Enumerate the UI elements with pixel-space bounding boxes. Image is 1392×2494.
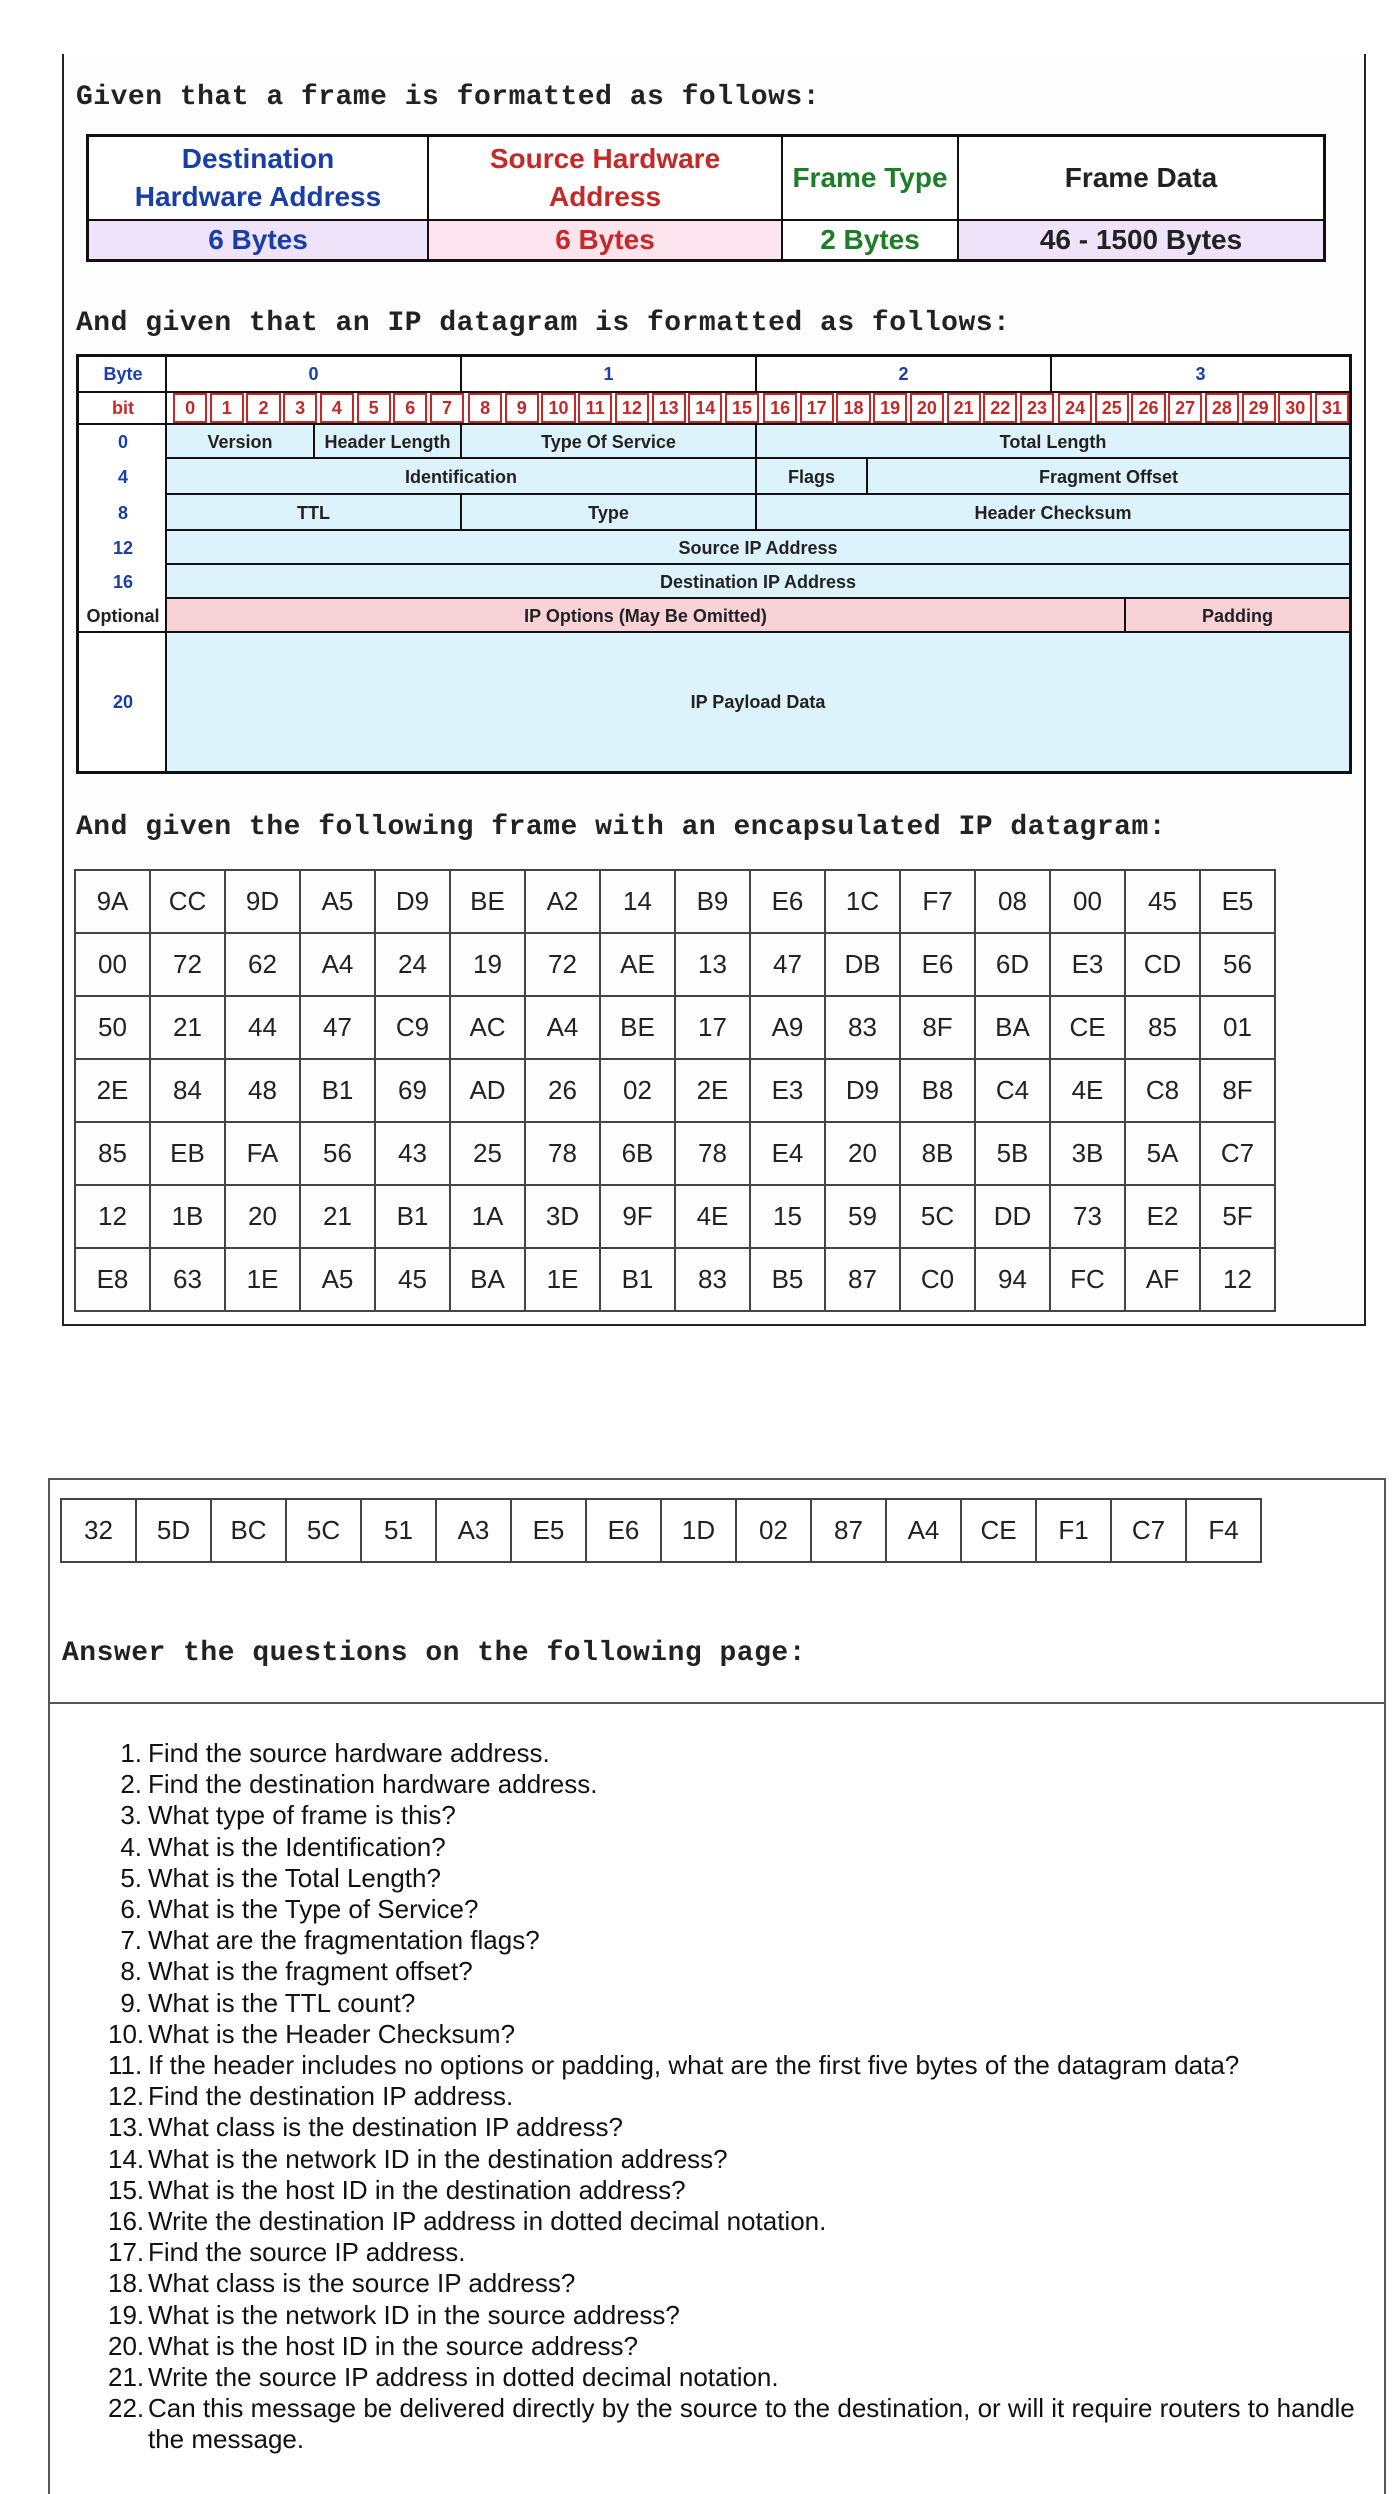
bit-number-14: 14 bbox=[688, 393, 722, 423]
field-header-checksum: Header Checksum bbox=[974, 502, 1132, 523]
question-item bbox=[108, 2331, 1378, 2362]
hex-byte-cell: A4 bbox=[886, 1499, 961, 1562]
hex-row bbox=[75, 1185, 1275, 1248]
question-item bbox=[108, 2393, 1378, 2455]
hex-byte-cell: 63 bbox=[150, 1248, 225, 1311]
hex-byte-cell: B5 bbox=[750, 1248, 825, 1311]
dest-hw-size-cell: 6 Bytes bbox=[89, 221, 429, 259]
question-text: What is the fragment offset? bbox=[148, 1956, 473, 1987]
hex-row bbox=[75, 1248, 1275, 1311]
frame-hex-table bbox=[74, 869, 1276, 1312]
hex-byte-cell: 25 bbox=[450, 1122, 525, 1185]
hex-byte-cell: B1 bbox=[375, 1185, 450, 1248]
hex-byte-cell: 5C bbox=[286, 1499, 361, 1562]
hex-byte-cell: B1 bbox=[600, 1248, 675, 1311]
bit-number-3: 3 bbox=[283, 393, 317, 423]
hex-byte-cell: 1D bbox=[661, 1499, 736, 1562]
hex-byte-cell: 19 bbox=[450, 933, 525, 996]
bit-number-23: 23 bbox=[1020, 393, 1054, 423]
hex-byte-cell: 9F bbox=[600, 1185, 675, 1248]
hex-byte-cell: 24 bbox=[375, 933, 450, 996]
bit-number-24: 24 bbox=[1058, 393, 1092, 423]
field-destination-ip: Destination IP Address bbox=[659, 571, 857, 592]
ip-datagram-format-table bbox=[76, 354, 1352, 774]
hex-byte-cell: BA bbox=[975, 996, 1050, 1059]
hex-byte-cell: F7 bbox=[900, 870, 975, 933]
hex-byte-cell: E2 bbox=[1125, 1185, 1200, 1248]
hex-byte-cell: BE bbox=[600, 996, 675, 1059]
bit-header-label: bit bbox=[112, 397, 134, 418]
hex-byte-cell: 45 bbox=[375, 1248, 450, 1311]
question-text: Find the destination hardware address. bbox=[148, 1769, 598, 1800]
bit-number-8: 8 bbox=[468, 393, 502, 423]
hex-byte-cell: 21 bbox=[150, 996, 225, 1059]
hex-byte-cell: 08 bbox=[975, 870, 1050, 933]
question-item bbox=[108, 1769, 1378, 1800]
bit-number-26: 26 bbox=[1131, 393, 1165, 423]
hex-byte-cell: BE bbox=[450, 870, 525, 933]
bit-number-7: 7 bbox=[430, 393, 464, 423]
question-number: 6. bbox=[120, 1894, 142, 1925]
question-number: 10. bbox=[108, 2018, 145, 2049]
hex-byte-cell: 6B bbox=[600, 1122, 675, 1185]
hex-byte-cell: 12 bbox=[1200, 1248, 1275, 1311]
hex-byte-cell: 00 bbox=[1050, 870, 1125, 933]
src-hw-size-cell: 6 Bytes bbox=[429, 221, 783, 259]
bit-number-10: 10 bbox=[541, 393, 575, 423]
question-list bbox=[108, 1738, 1378, 2456]
question-text: What type of frame is this? bbox=[148, 1800, 456, 1831]
hex-byte-cell: 8F bbox=[1200, 1059, 1275, 1122]
hex-byte-cell: 73 bbox=[1050, 1185, 1125, 1248]
bit-number-12: 12 bbox=[615, 393, 649, 423]
hex-byte-cell: DB bbox=[825, 933, 900, 996]
hex-byte-cell: C4 bbox=[975, 1059, 1050, 1122]
hex-byte-cell: 3D bbox=[525, 1185, 600, 1248]
hex-byte-cell: 1B bbox=[150, 1185, 225, 1248]
bit-number-5: 5 bbox=[357, 393, 391, 423]
question-item bbox=[108, 2112, 1378, 2143]
field-total-length: Total Length bbox=[999, 431, 1107, 452]
hex-row bbox=[75, 933, 1275, 996]
hex-byte-cell: 2E bbox=[675, 1059, 750, 1122]
hex-byte-cell: 72 bbox=[150, 933, 225, 996]
question-number: 7. bbox=[120, 1925, 142, 1956]
question-item bbox=[108, 1863, 1378, 1894]
question-number: 18. bbox=[108, 2268, 145, 2299]
question-number: 8. bbox=[120, 1956, 142, 1987]
hex-byte-cell: 14 bbox=[600, 870, 675, 933]
hex-byte-cell: C7 bbox=[1111, 1499, 1186, 1562]
question-number: 21. bbox=[108, 2362, 145, 2393]
src-hw-address-cell bbox=[429, 137, 783, 221]
frame-type-size-cell: 2 Bytes bbox=[783, 221, 959, 259]
hex-row bbox=[61, 1499, 1261, 1562]
hex-byte-cell: 87 bbox=[811, 1499, 886, 1562]
hex-byte-cell: 83 bbox=[675, 1248, 750, 1311]
question-text: What is the Identification? bbox=[148, 1831, 446, 1862]
hex-byte-cell: 4E bbox=[675, 1185, 750, 1248]
hex-byte-cell: 78 bbox=[525, 1122, 600, 1185]
question-number: 9. bbox=[120, 1987, 142, 2018]
hex-byte-cell: 12 bbox=[75, 1185, 150, 1248]
hex-byte-cell: 85 bbox=[75, 1122, 150, 1185]
question-text: What is the network ID in the source address? bbox=[148, 2299, 680, 2330]
frame-data-heading: And given the following frame with an encapsulated IP datagram: bbox=[76, 812, 1167, 843]
hex-byte-cell: 69 bbox=[375, 1059, 450, 1122]
question-number: 2. bbox=[120, 1769, 142, 1800]
hex-byte-cell: FA bbox=[225, 1122, 300, 1185]
question-item bbox=[108, 1925, 1378, 1956]
hex-byte-cell: A4 bbox=[525, 996, 600, 1059]
hex-byte-cell: AE bbox=[600, 933, 675, 996]
hex-byte-cell: C0 bbox=[900, 1248, 975, 1311]
question-text: If the header includes no options or padding, what are the first five bytes of the datagram data? bbox=[148, 2050, 1240, 2081]
hex-byte-cell: AF bbox=[1125, 1248, 1200, 1311]
field-type-of-service: Type Of Service bbox=[541, 431, 676, 452]
hex-row bbox=[75, 870, 1275, 933]
question-item bbox=[108, 2206, 1378, 2237]
frame-format-heading: Given that a frame is formatted as follows: bbox=[76, 82, 821, 113]
hex-byte-cell: 48 bbox=[225, 1059, 300, 1122]
byte-group-3: 3 bbox=[1195, 363, 1206, 384]
bit-number-27: 27 bbox=[1168, 393, 1202, 423]
hex-byte-cell: E3 bbox=[1050, 933, 1125, 996]
hex-byte-cell: 56 bbox=[300, 1122, 375, 1185]
hex-byte-cell: FC bbox=[1050, 1248, 1125, 1311]
field-ttl: TTL bbox=[297, 502, 330, 523]
hex-byte-cell: 47 bbox=[300, 996, 375, 1059]
question-item bbox=[108, 1738, 1378, 1769]
question-text: Find the source IP address. bbox=[148, 2237, 466, 2268]
frame-hex-continuation-table bbox=[60, 1498, 1262, 1563]
hex-byte-cell: 5A bbox=[1125, 1122, 1200, 1185]
src-hw-address-label: Source Hardware Address bbox=[489, 143, 721, 212]
field-fragment-offset: Fragment Offset bbox=[1038, 466, 1179, 487]
question-number: 4. bbox=[120, 1831, 142, 1862]
row-label-8: 8 bbox=[117, 502, 128, 523]
hex-byte-cell: 8F bbox=[900, 996, 975, 1059]
bit-number-17: 17 bbox=[800, 393, 834, 423]
question-number: 12. bbox=[108, 2081, 145, 2112]
hex-byte-cell: 51 bbox=[361, 1499, 436, 1562]
hex-byte-cell: 21 bbox=[300, 1185, 375, 1248]
hex-byte-cell: A5 bbox=[300, 1248, 375, 1311]
frame-type-label: Frame Type bbox=[792, 162, 948, 194]
hex-byte-cell: A5 bbox=[300, 870, 375, 933]
frame-data-cell bbox=[959, 137, 1323, 221]
bit-number-21: 21 bbox=[947, 393, 981, 423]
hex-byte-cell: 9A bbox=[75, 870, 150, 933]
question-text: What is the network ID in the destination address? bbox=[148, 2143, 728, 2174]
hex-byte-cell: 50 bbox=[75, 996, 150, 1059]
hex-byte-cell: 1E bbox=[525, 1248, 600, 1311]
hex-byte-cell: E6 bbox=[900, 933, 975, 996]
hex-row bbox=[75, 996, 1275, 1059]
hex-byte-cell: CC bbox=[150, 870, 225, 933]
hex-byte-cell: 17 bbox=[675, 996, 750, 1059]
hex-byte-cell: 15 bbox=[750, 1185, 825, 1248]
row-label-16: 16 bbox=[112, 571, 134, 592]
field-identification: Identification bbox=[405, 466, 517, 487]
question-item bbox=[108, 1988, 1378, 2019]
question-number: 13. bbox=[108, 2112, 145, 2143]
frame-data-label: Frame Data bbox=[1064, 162, 1218, 194]
hex-byte-cell: 13 bbox=[675, 933, 750, 996]
question-text: What is the Header Checksum? bbox=[148, 2018, 516, 2049]
question-item bbox=[108, 2019, 1378, 2050]
question-number: 19. bbox=[108, 2299, 145, 2330]
question-text: Write the destination IP address in dotted decimal notation. bbox=[148, 2206, 827, 2237]
question-text: What class is the destination IP address? bbox=[148, 2112, 623, 2143]
question-text: What is the Total Length? bbox=[148, 1862, 441, 1893]
byte-group-1: 1 bbox=[603, 363, 614, 384]
question-text: Can this message be delivered directly by the source to the destination, or will it require routers to handle the message. bbox=[148, 2393, 1355, 2455]
question-text: Find the source hardware address. bbox=[148, 1738, 550, 1768]
hex-byte-cell: B1 bbox=[300, 1059, 375, 1122]
question-number: 20. bbox=[108, 2330, 145, 2361]
question-text: Write the source IP address in dotted decimal notation. bbox=[148, 2362, 779, 2393]
hex-byte-cell: F4 bbox=[1186, 1499, 1261, 1562]
dest-hw-address-label: Destination Hardware Address bbox=[134, 143, 382, 212]
question-number: 1. bbox=[120, 1738, 142, 1768]
row-label-12: 12 bbox=[112, 537, 134, 558]
byte-group-2: 2 bbox=[898, 363, 909, 384]
hex-byte-cell: CE bbox=[1050, 996, 1125, 1059]
hex-byte-cell: B8 bbox=[900, 1059, 975, 1122]
hex-byte-cell: 9D bbox=[225, 870, 300, 933]
hex-byte-cell: D9 bbox=[375, 870, 450, 933]
hex-byte-cell: 5F bbox=[1200, 1185, 1275, 1248]
section-divider bbox=[50, 1702, 1384, 1704]
question-text: What is the Type of Service? bbox=[148, 1894, 479, 1925]
question-text: What is the host ID in the destination address? bbox=[148, 2174, 686, 2205]
question-item bbox=[108, 1894, 1378, 1925]
question-item bbox=[108, 2050, 1378, 2081]
hex-byte-cell: AC bbox=[450, 996, 525, 1059]
field-ip-options: IP Options (May Be Omitted) bbox=[524, 605, 767, 626]
hex-byte-cell: F1 bbox=[1036, 1499, 1111, 1562]
row-label-4: 4 bbox=[117, 466, 128, 487]
hex-byte-cell: 85 bbox=[1125, 996, 1200, 1059]
hex-byte-cell: 78 bbox=[675, 1122, 750, 1185]
hex-byte-cell: 2E bbox=[75, 1059, 150, 1122]
bit-number-25: 25 bbox=[1095, 393, 1129, 423]
bit-number-2: 2 bbox=[246, 393, 280, 423]
hex-byte-cell: CE bbox=[961, 1499, 1036, 1562]
hex-byte-cell: 43 bbox=[375, 1122, 450, 1185]
hex-byte-cell: 02 bbox=[600, 1059, 675, 1122]
hex-byte-cell: 20 bbox=[825, 1122, 900, 1185]
field-header-length: Header Length bbox=[324, 431, 451, 452]
hex-byte-cell: CD bbox=[1125, 933, 1200, 996]
field-type: Type bbox=[588, 502, 629, 523]
hex-byte-cell: 47 bbox=[750, 933, 825, 996]
row-label-20: 20 bbox=[112, 691, 134, 712]
ip-format-heading: And given that an IP datagram is formatted as follows: bbox=[76, 308, 1011, 339]
hex-byte-cell: 6D bbox=[975, 933, 1050, 996]
hex-byte-cell: 1E bbox=[225, 1248, 300, 1311]
hex-byte-cell: BC bbox=[211, 1499, 286, 1562]
field-ip-payload: IP Payload Data bbox=[690, 691, 826, 712]
hex-byte-cell: 4E bbox=[1050, 1059, 1125, 1122]
bit-number-0: 0 bbox=[173, 393, 207, 423]
hex-byte-cell: 20 bbox=[225, 1185, 300, 1248]
hex-byte-cell: C7 bbox=[1200, 1122, 1275, 1185]
hex-byte-cell: A4 bbox=[300, 933, 375, 996]
question-item bbox=[108, 2362, 1378, 2393]
hex-byte-cell: 5B bbox=[975, 1122, 1050, 1185]
bit-number-13: 13 bbox=[652, 393, 686, 423]
question-number: 3. bbox=[120, 1800, 142, 1831]
row-label-optional: Optional bbox=[86, 605, 160, 626]
question-number: 5. bbox=[120, 1862, 142, 1893]
hex-byte-cell: 5D bbox=[136, 1499, 211, 1562]
hex-byte-cell: E5 bbox=[511, 1499, 586, 1562]
hex-byte-cell: 94 bbox=[975, 1248, 1050, 1311]
bit-number-29: 29 bbox=[1242, 393, 1276, 423]
byte-group-0: 0 bbox=[308, 363, 319, 384]
row-label-0: 0 bbox=[117, 431, 128, 452]
hex-byte-cell: B9 bbox=[675, 870, 750, 933]
hex-byte-cell: BA bbox=[450, 1248, 525, 1311]
hex-row bbox=[75, 1059, 1275, 1122]
question-item bbox=[108, 2144, 1378, 2175]
question-item bbox=[108, 1800, 1378, 1831]
dest-hw-address-cell bbox=[89, 137, 429, 221]
frame-data-size-cell: 46 - 1500 Bytes bbox=[959, 221, 1323, 259]
hex-byte-cell: 45 bbox=[1125, 870, 1200, 933]
bit-number-28: 28 bbox=[1205, 393, 1239, 423]
hex-byte-cell: 44 bbox=[225, 996, 300, 1059]
question-number: 22. bbox=[108, 2393, 145, 2424]
hex-byte-cell: 84 bbox=[150, 1059, 225, 1122]
question-item bbox=[108, 1956, 1378, 1987]
byte-header-label: Byte bbox=[103, 363, 143, 384]
hex-byte-cell: 8B bbox=[900, 1122, 975, 1185]
hex-byte-cell: 02 bbox=[736, 1499, 811, 1562]
hex-byte-cell: 3B bbox=[1050, 1122, 1125, 1185]
hex-byte-cell: A9 bbox=[750, 996, 825, 1059]
bit-number-6: 6 bbox=[393, 393, 427, 423]
hex-byte-cell: E8 bbox=[75, 1248, 150, 1311]
hex-byte-cell: E5 bbox=[1200, 870, 1275, 933]
question-number: 15. bbox=[108, 2174, 145, 2205]
hex-byte-cell: A3 bbox=[436, 1499, 511, 1562]
bit-number-9: 9 bbox=[505, 393, 539, 423]
hex-byte-cell: 26 bbox=[525, 1059, 600, 1122]
hex-byte-cell: AD bbox=[450, 1059, 525, 1122]
hex-byte-cell: DD bbox=[975, 1185, 1050, 1248]
question-item bbox=[108, 2081, 1378, 2112]
worksheet-page-1 bbox=[62, 54, 1366, 1326]
field-version: Version bbox=[207, 431, 273, 452]
hex-byte-cell: E6 bbox=[586, 1499, 661, 1562]
question-text: Find the destination IP address. bbox=[148, 2081, 514, 2112]
question-item bbox=[108, 2268, 1378, 2299]
hex-byte-cell: 83 bbox=[825, 996, 900, 1059]
hex-byte-cell: 62 bbox=[225, 933, 300, 996]
hex-byte-cell: 1A bbox=[450, 1185, 525, 1248]
field-padding: Padding bbox=[1202, 605, 1273, 626]
bit-number-15: 15 bbox=[725, 393, 759, 423]
bit-number-18: 18 bbox=[836, 393, 870, 423]
question-item bbox=[108, 2175, 1378, 2206]
hex-byte-cell: E4 bbox=[750, 1122, 825, 1185]
hex-row bbox=[75, 1122, 1275, 1185]
hex-byte-cell: E6 bbox=[750, 870, 825, 933]
hex-byte-cell: 56 bbox=[1200, 933, 1275, 996]
bit-number-11: 11 bbox=[578, 393, 612, 423]
hex-byte-cell: 72 bbox=[525, 933, 600, 996]
frame-type-cell bbox=[783, 137, 959, 221]
hex-byte-cell: 5C bbox=[900, 1185, 975, 1248]
question-item bbox=[108, 2237, 1378, 2268]
question-number: 17. bbox=[108, 2237, 145, 2268]
hex-byte-cell: 32 bbox=[61, 1499, 136, 1562]
question-text: What are the fragmentation flags? bbox=[148, 1925, 540, 1956]
hex-byte-cell: D9 bbox=[825, 1059, 900, 1122]
question-item bbox=[108, 2300, 1378, 2331]
hex-byte-cell: 01 bbox=[1200, 996, 1275, 1059]
hex-byte-cell: EB bbox=[150, 1122, 225, 1185]
bit-number-30: 30 bbox=[1278, 393, 1312, 423]
bit-number-22: 22 bbox=[983, 393, 1017, 423]
hex-byte-cell: 87 bbox=[825, 1248, 900, 1311]
hex-byte-cell: E3 bbox=[750, 1059, 825, 1122]
hex-byte-cell: C8 bbox=[1125, 1059, 1200, 1122]
question-item bbox=[108, 1832, 1378, 1863]
question-number: 11. bbox=[108, 2050, 143, 2081]
answer-questions-heading: Answer the questions on the following page: bbox=[62, 1638, 807, 1669]
hex-byte-cell: 00 bbox=[75, 933, 150, 996]
frame-format-table bbox=[86, 134, 1326, 262]
field-flags: Flags bbox=[787, 466, 835, 487]
hex-byte-cell: C9 bbox=[375, 996, 450, 1059]
bit-number-1: 1 bbox=[210, 393, 244, 423]
bit-number-16: 16 bbox=[763, 393, 797, 423]
field-source-ip: Source IP Address bbox=[678, 537, 838, 558]
worksheet-page-2 bbox=[48, 1478, 1386, 2494]
question-text: What is the host ID in the source address? bbox=[148, 2330, 638, 2361]
question-number: 14. bbox=[108, 2143, 145, 2174]
question-text: What class is the source IP address? bbox=[148, 2268, 576, 2299]
bit-number-20: 20 bbox=[910, 393, 944, 423]
bit-number-19: 19 bbox=[873, 393, 907, 423]
hex-byte-cell: 59 bbox=[825, 1185, 900, 1248]
hex-byte-cell: A2 bbox=[525, 870, 600, 933]
bit-number-4: 4 bbox=[320, 393, 354, 423]
hex-byte-cell: 1C bbox=[825, 870, 900, 933]
bit-number-31: 31 bbox=[1315, 393, 1349, 423]
question-number: 16. bbox=[108, 2206, 145, 2237]
question-text: What is the TTL count? bbox=[148, 1987, 416, 2018]
